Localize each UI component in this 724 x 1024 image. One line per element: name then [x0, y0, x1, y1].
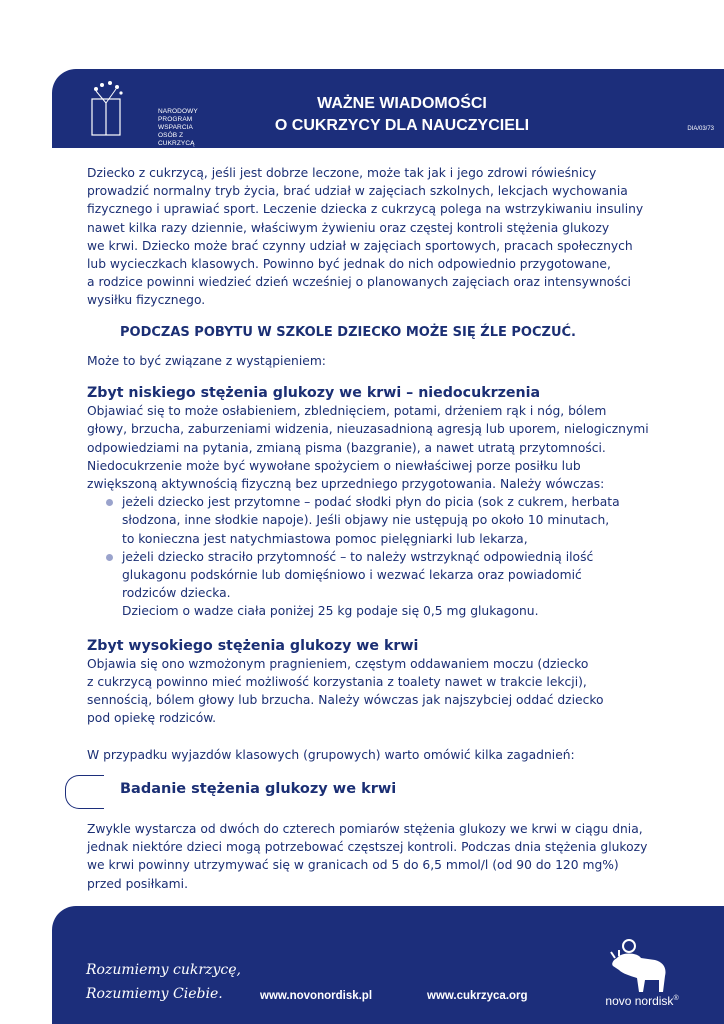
apis-bull-icon — [597, 936, 687, 994]
footer-banner — [52, 906, 724, 1024]
high-glucose-heading: Zbyt wysokiego stężenia glukozy we krwi — [87, 637, 419, 654]
badanie-content — [87, 820, 667, 893]
lead-text: Może to być związane z wystąpieniem: — [87, 353, 326, 368]
list-item: jeżeli dziecko straciło przytomność – to należy wstrzyknąć odpowiednią ilość glukagonu podskórnie lub domięśniowo i wezwać lekarza oraz powiadomić rodziców dziecka. — [122, 548, 667, 603]
main-content — [87, 164, 667, 764]
tree-logo-icon — [88, 79, 128, 139]
document-code: DIA/03/73 — [687, 126, 714, 132]
slogan: Rozumiemy cukrzycę, Rozumiemy Ciebie. — [86, 962, 241, 1002]
section-heading-badanie: Badanie stężenia glukozy we krwi — [65, 775, 465, 809]
action-list — [87, 493, 667, 602]
low-glucose-heading: Zbyt niskiego stężenia glukozy we krwi – niedocukrzenia — [87, 385, 541, 402]
list-item: jeżeli dziecko jest przytomne – podać słodki płyn do picia (sok z cukrem, herbata słodzona, inne słodkie napoje). Jeśli objawy nie ustępują po około 10 minutach, to konieczna jest natychmiastowa pomoc pielęgniarki lub lekarza, — [122, 493, 667, 548]
novo-nordisk-logo — [597, 936, 687, 1016]
program-name: NARODOWY PROGRAM WSPARCIA OSÓB Z CUKRZYCĄ — [158, 108, 198, 147]
trips-text: W przypadku wyjazdów klasowych (grupowych) warto omówić kilka zagadnień: — [87, 747, 575, 762]
novonordisk-link[interactable]: www.novonordisk.pl — [260, 990, 373, 1002]
high-glucose-text: Objawia się ono wzmożonym pragnieniem, częstym oddawaniem moczu (dziecko z cukrzycą powinno mieć możliwość korzystania z toalety nawet w trakcie lekcji), sennością, bólem głowy lub brzucha. Należy wówczas jak najszybciej oddać dziecko pod opiekę rodziców. — [87, 656, 604, 726]
brand-name: novo nordisk® — [605, 994, 679, 1008]
low-glucose-text: Objawiać się to może osłabieniem, zblednięciem, potami, drżeniem rąk i nóg, bólem głowy, brzucha, zaburzeniami widzenia, nieuzasadnioną agresją lub uporem, nielogicznymi odpowiedziami na pytania, zmianą pisma (bazgranie), a nawet utratą przytomności. Niedocukrzenie może być wywołane spożyciem o niewłaściwej porze posiłku lub zwiększoną aktywnością fizyczną bez uprzedniego przygotowania. Należy wówczas: — [87, 404, 649, 492]
glucagon-note: Dzieciom o wadze ciała poniżej 25 kg podaje się 0,5 mg glukagonu. — [122, 604, 539, 619]
header-banner — [52, 69, 724, 148]
intro-paragraph: Dziecko z cukrzycą, jeśli jest dobrze leczone, może tak jak i jego zdrowi rówieśnicy prowadzić normalny tryb życia, brać udział w zajęciach szkolnych, lekcjach wychowania fizycznego i uprawiać sport. Leczenie dziecka z cukrzycą polega na wstrzykiwaniu insuliny nawet kilka razy dziennie, właściwym żywieniu oraz częstej kontroli stężenia glukozy we krwi. Dziecko może brać czynny udział w zajęciach sportowych, pracach społecznych lub wycieczkach klasowych. Powinno być jednak do nich odpowiednio przygotowane, a rodzice powinni wiedzieć dzień wcześniej o planowanych zajęciach oraz intensywności wysiłku fizycznego. — [87, 166, 644, 308]
cukrzyca-link[interactable]: www.cukrzyca.org — [427, 990, 528, 1002]
badanie-text: Zwykle wystarcza od dwóch do czterech pomiarów stężenia glukozy we krwi w ciągu dnia, jednak niektóre dzieci mogą potrzebować częstszej kontroli. Podczas dnia stężenia glukozy we krwi powinny utrzymywać się w granicach od 5 do 6,5 mmol/l (od 90 do 120 mg%) przed posiłkami. — [87, 822, 648, 891]
bracket-decoration — [65, 775, 104, 809]
program-logo — [88, 79, 198, 147]
warning-heading: PODCZAS POBYTU W SZKOLE DZIECKO MOŻE SIĘ ŹLE POCZUĆ. — [120, 324, 576, 340]
page-title: WAŻNE WIADOMOŚCI O CUKRZYCY DLA NAUCZYCIELI — [274, 95, 530, 134]
